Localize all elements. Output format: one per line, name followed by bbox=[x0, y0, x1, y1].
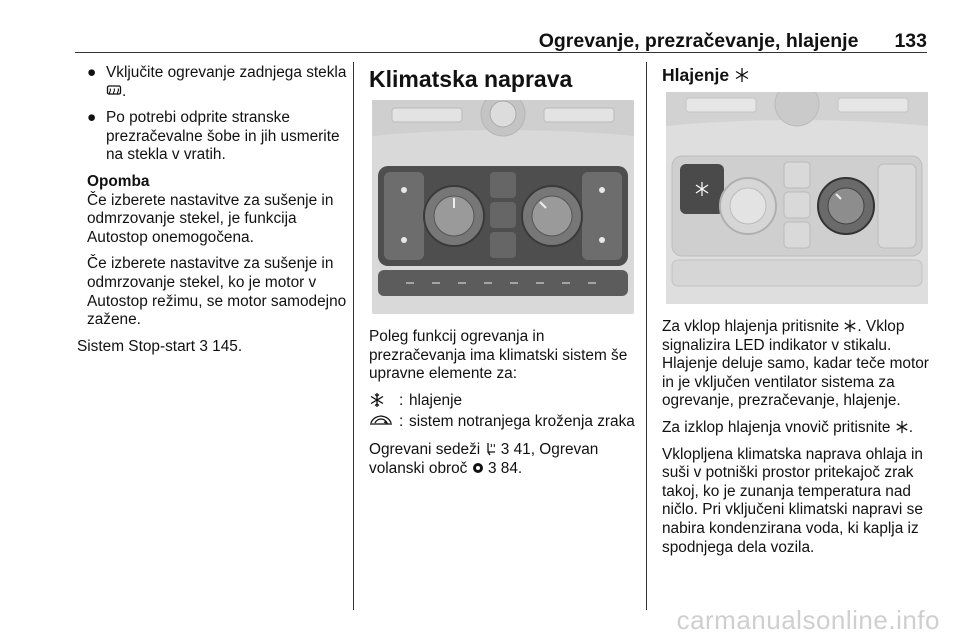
def-colon: : bbox=[399, 413, 404, 431]
xref-page-link[interactable]: 145. bbox=[212, 337, 243, 355]
section-title-text: Hlajenje bbox=[662, 65, 730, 85]
bullet-text: Po potrebi odprite stranske prezračevalne šobe in jih usmerite na stekla v vratih. bbox=[106, 109, 340, 164]
heated-seat-icon bbox=[485, 442, 497, 456]
section-title-climate: Klimatska naprava bbox=[369, 66, 573, 92]
climate-control-panel-image bbox=[369, 100, 637, 314]
xref-arrow-icon: 3 bbox=[500, 440, 510, 458]
column-divider-1 bbox=[353, 62, 354, 610]
page-title: Ogrevanje, prezračevanje, hlajenje bbox=[538, 30, 859, 52]
snowflake-icon bbox=[369, 392, 399, 414]
para-text: Za izklop hlajenja vnovič pritisnite bbox=[662, 418, 891, 436]
snowflake-icon bbox=[895, 420, 909, 434]
xref-text: Sistem Stop-start bbox=[77, 337, 196, 355]
column-3 bbox=[662, 64, 932, 565]
note-paragraph-1: Če izberete nastavitve za sušenje in odmrzovanje stekel, je funkcija Autostop onemogočena. bbox=[87, 191, 334, 246]
heated-refs bbox=[369, 441, 637, 478]
column-1 bbox=[77, 64, 349, 364]
ac-button-panel-image bbox=[662, 92, 932, 304]
para-text: Za vklop hlajenja pritisnite bbox=[662, 318, 840, 335]
xref-arrow-icon: 3 bbox=[487, 459, 497, 477]
note-paragraph-2: Če izberete nastavitve za sušenje in odmrzovanje stekel, ko je motor v Autostop režimu, se motor samodejno zažene. bbox=[87, 255, 347, 329]
def-text: hlajenje bbox=[409, 391, 463, 409]
rear-window-heater-icon bbox=[106, 84, 122, 98]
def-colon: : bbox=[399, 391, 404, 409]
bullet-rear-window bbox=[77, 64, 349, 101]
cooling-paragraph-2 bbox=[662, 419, 932, 438]
column-divider-2 bbox=[646, 62, 647, 610]
column-2 bbox=[369, 64, 637, 486]
snowflake-icon bbox=[734, 67, 750, 83]
watermark: carmanualsonline.info bbox=[676, 605, 940, 635]
def-text: sistem notranjega kroženja zraka bbox=[409, 413, 635, 431]
note-title: Opomba bbox=[87, 172, 150, 190]
recirculation-icon bbox=[369, 413, 399, 433]
xref-arrow-icon: 3 bbox=[199, 337, 208, 355]
para-text: . bbox=[908, 418, 913, 436]
cooling-paragraph-1 bbox=[662, 318, 932, 411]
ref-text-wheel: volanski obroč bbox=[369, 459, 468, 477]
bullet-suffix: . bbox=[122, 82, 127, 100]
function-list bbox=[369, 392, 637, 433]
xref-stop-start bbox=[77, 338, 349, 357]
bullet-marker: ● bbox=[87, 109, 97, 127]
bullet-marker: ● bbox=[87, 64, 97, 81]
climate-intro: Poleg funkcij ogrevanja in prezračevanja ima klimatski sistem še upravne elemente za: bbox=[369, 328, 628, 383]
section-title-cooling bbox=[662, 64, 932, 86]
snowflake-icon bbox=[843, 319, 857, 333]
note-block bbox=[77, 173, 349, 330]
function-item-recirculation bbox=[369, 413, 637, 433]
ref-text-seats: Ogrevani sedeži bbox=[369, 440, 481, 458]
heated-steering-wheel-icon bbox=[472, 462, 484, 474]
header-rule bbox=[75, 52, 927, 53]
xref-page-link[interactable]: 84. bbox=[500, 459, 523, 477]
page-header bbox=[75, 30, 927, 52]
function-item-cooling bbox=[369, 392, 637, 414]
cooling-paragraph-3: Vklopljena klimatska naprava ohlaja in suši v potniški prostor pritekajoč zrak takoj, ko je zunanja temperatura nad ničlo. Pri vključeni klimatski napravi se nabira kondenzirana voda, ki kaplja iz spodnjega dela vozila. bbox=[662, 445, 923, 556]
para-text: . Vklop signalizira LED indikator v stikalu. Hlajenje deluje samo, kadar teče motor in je vključen ventilator sistema za ogrevanje, prezračevanje, hlajenje. bbox=[662, 318, 929, 410]
bullet-side-vents bbox=[77, 109, 349, 165]
bullet-text: Vključite ogrevanje zadnjega stekla bbox=[106, 64, 347, 81]
xref-page-link[interactable]: 41, Ogrevan bbox=[513, 440, 599, 458]
page-number: 133 bbox=[894, 30, 927, 52]
